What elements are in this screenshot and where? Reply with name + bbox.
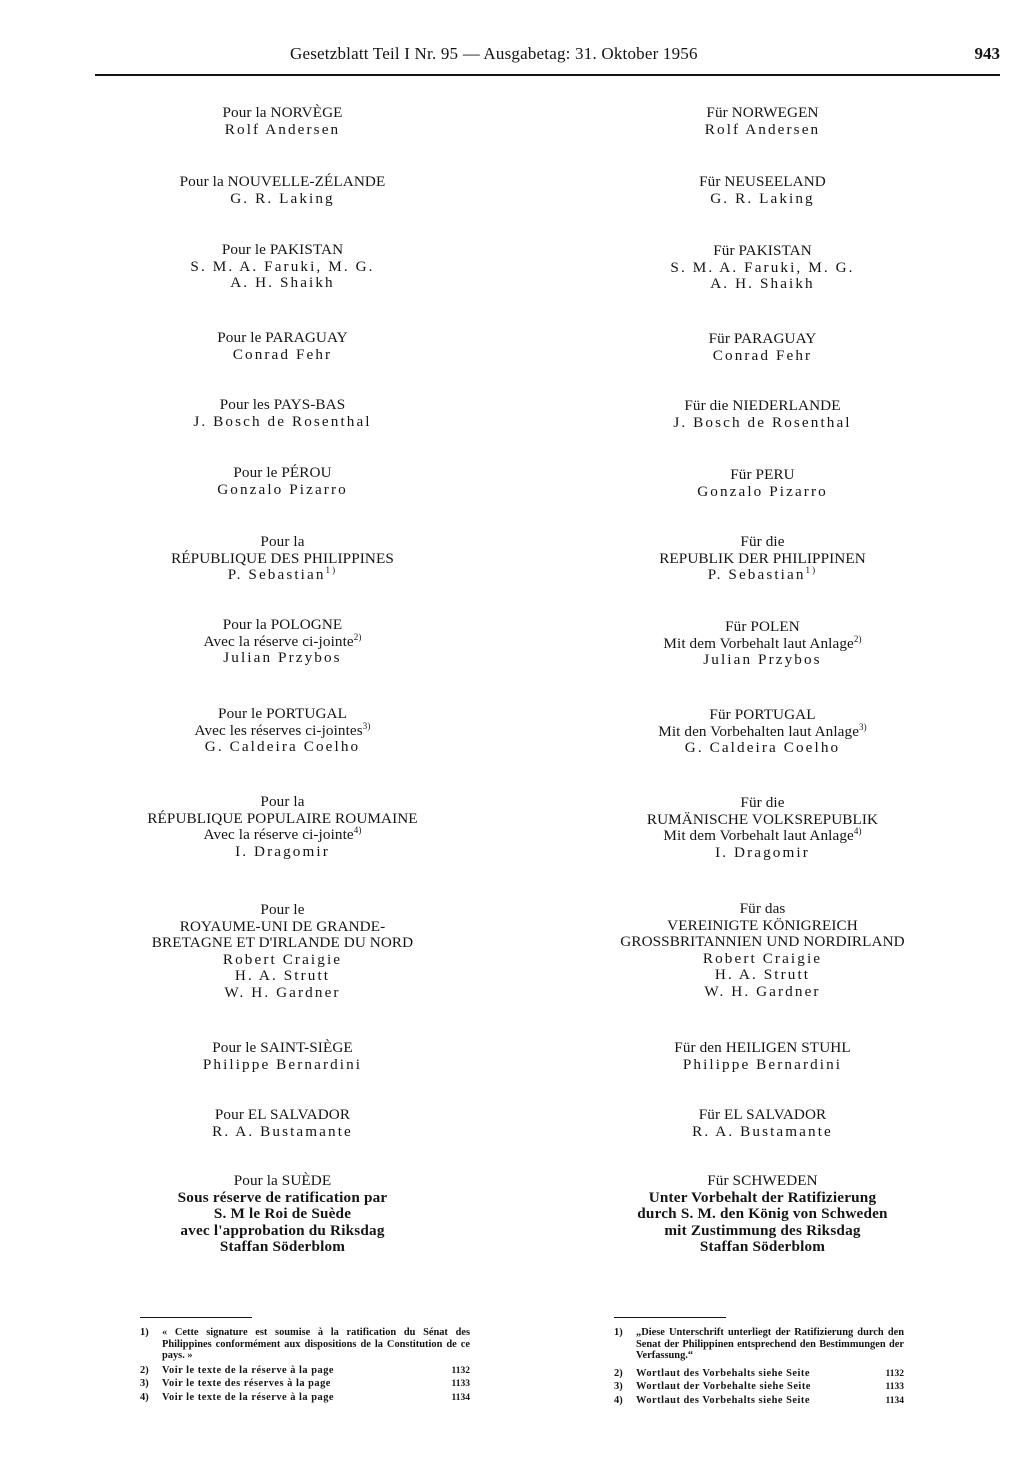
signature-block-philippines-fr [110, 534, 455, 584]
signatory-name: I. Dragomir [715, 843, 810, 861]
country-heading: Pour la NOUVELLE-ZÉLANDE [179, 173, 386, 190]
signatory-name: H. A. Strutt [714, 966, 811, 984]
footnote-ref: 1) [805, 565, 818, 576]
footnote-text: Voir le texte de la réserve à la page [162, 1391, 335, 1403]
ratification-note: durch S. M. den König von Schweden [637, 1205, 888, 1223]
signature-block-pakistan-de [580, 243, 945, 293]
signature-block-united-kingdom-fr [110, 902, 455, 1002]
signatory-name: Conrad Fehr [232, 345, 333, 363]
country-heading: Für die [740, 794, 785, 811]
footnote-marker: 4) [140, 1391, 149, 1403]
reservation-note: Avec la réserve ci-jointe$^{2)}$ [203, 631, 362, 650]
signature-block-norway-fr [110, 105, 455, 138]
country-heading: Für SCHWEDEN [707, 1172, 818, 1189]
ratification-note: S. M le Roi de Suède [213, 1205, 352, 1223]
footnote-page-ref: 1133 [451, 1379, 470, 1390]
footnote-4 [140, 1392, 470, 1405]
signature-block-paraguay-de [580, 331, 945, 364]
country-heading: RÉPUBLIQUE DES PHILIPPINES [171, 549, 394, 567]
country-heading: Pour le PARAGUAY [217, 329, 348, 346]
signatory-name: G. R. Laking [710, 189, 815, 207]
signatory-name: W. H. Gardner [224, 983, 341, 1001]
country-heading: Für PORTUGAL [709, 706, 816, 723]
signatory-name: G. Caldeira Coelho [684, 739, 841, 757]
footnote-marker: 3) [614, 1381, 623, 1393]
signatory-name: Philippe Bernardini [682, 1055, 843, 1073]
country-heading: Für die [740, 533, 785, 550]
footnote-ref: 4) [353, 825, 362, 836]
signature-block-portugal-de [580, 707, 945, 757]
footnote-marker: 3) [140, 1378, 149, 1390]
country-heading: Pour la NORVÈGE [222, 104, 343, 121]
footnote-marker: 1) [140, 1327, 149, 1338]
signatory-name: W. H. Gardner [704, 982, 821, 1000]
signatory-name: R. A. Bustamante [212, 1122, 353, 1140]
signature-block-new-zealand-de [580, 174, 945, 207]
reservation-note: Mit dem Vorbehalt laut Anlage$^{2)}$ [663, 633, 862, 652]
country-heading: Pour la [260, 793, 305, 810]
signature-block-romania-de [580, 795, 945, 861]
country-heading: ROYAUME-UNI DE GRANDE- [179, 917, 386, 935]
signatory-name: Rolf Andersen [704, 120, 821, 138]
signature-block-paraguay-fr [110, 330, 455, 363]
signature-block-pakistan-fr [110, 242, 455, 292]
country-heading: Pour le SAINT-SIÈGE [212, 1039, 353, 1056]
footnote-marker: 4) [614, 1394, 623, 1406]
signatory-name: G. Caldeira Coelho [204, 738, 361, 756]
signature-block-philippines-de [580, 534, 945, 584]
ratification-note: Sous réserve de ratification par [177, 1188, 388, 1206]
country-heading: Für POLEN [725, 618, 800, 635]
country-heading: Pour la [260, 533, 305, 550]
signature-block-portugal-fr [110, 706, 455, 756]
signatory-name: Gonzalo Pizarro [217, 480, 348, 498]
footnote-ref: 2) [353, 631, 362, 642]
country-heading: Für NORWEGEN [706, 104, 819, 121]
signatory-name: R. A. Bustamante [692, 1122, 833, 1140]
footnote-marker: 2) [140, 1364, 149, 1376]
footnote-rule-de [614, 1317, 726, 1318]
footnote-page-ref: 1132 [885, 1368, 904, 1379]
signatory-name: S. M. A. Faruki, M. G. [190, 257, 375, 275]
signatory-name: I. Dragomir [235, 842, 330, 860]
footnote-text: Voir le texte de la réserve à la page [162, 1364, 335, 1376]
signatory-name: Staffan Söderblom [699, 1238, 826, 1256]
header-rule [95, 74, 1000, 76]
footnote-ref: 3) [362, 720, 371, 731]
signature-block-el-salvador-fr [110, 1107, 455, 1140]
country-heading: Pour les PAYS-BAS [219, 396, 346, 413]
country-heading: Für PARAGUAY [708, 330, 817, 347]
country-heading: RUMÄNISCHE VOLKSREPUBLIK [646, 810, 879, 828]
signature-block-poland-fr [110, 617, 455, 667]
footnote-ref: 3) [859, 721, 867, 732]
reservation-note: Mit den Vorbehalten laut Anlage$^{3)}$ [658, 721, 867, 740]
signature-block-sweden-fr [110, 1173, 455, 1256]
footnote-page-ref: 1132 [451, 1365, 470, 1376]
footnote-text: Wortlaut des Vorbehalts siehe Seite [636, 1367, 810, 1379]
footnote-page-ref: 1134 [885, 1395, 904, 1406]
signature-block-netherlands-fr [110, 397, 455, 430]
signature-block-romania-fr [110, 794, 455, 860]
country-heading: Für den HEILIGEN STUHL [674, 1039, 851, 1056]
footnote-rule-fr [140, 1317, 252, 1318]
signatory-name: A. H. Shaikh [230, 274, 335, 292]
footnote-text: Wortlaut der Vorbehalte siehe Seite [636, 1381, 811, 1393]
country-heading: Pour la SUÈDE [233, 1172, 332, 1189]
reservation-note: Avec les réserves ci-jointes$^{3)}$ [194, 720, 371, 739]
signatory-name: Gonzalo Pizarro [697, 482, 828, 500]
footnote-ref: 4) [853, 826, 862, 837]
country-heading: Für die NIEDERLANDE [684, 397, 841, 414]
signatory-name: J. Bosch de Rosenthal [673, 413, 852, 431]
signatory-name: P. Sebastian$^{1)}$ [707, 565, 818, 584]
country-heading: REPUBLIK DER PHILIPPINEN [659, 549, 866, 567]
gazette-header-title: Gesetzblatt Teil I Nr. 95 — Ausgabetag: 31. Oktober 1956 [290, 44, 698, 63]
footnote-1 [614, 1327, 904, 1362]
signatory-name: P. Sebastian$^{1)}$ [227, 565, 338, 584]
signatory-name: Rolf Andersen [224, 120, 341, 138]
signature-block-united-kingdom-de [580, 901, 945, 1001]
ratification-note: Unter Vorbehalt der Ratifizierung [648, 1188, 877, 1206]
signatory-name: Robert Craigie [702, 949, 823, 967]
reservation-note: Mit dem Vorbehalt laut Anlage$^{4)}$ [663, 826, 862, 845]
page-number: 943 [974, 44, 1000, 63]
footnote-ref: 2) [853, 633, 862, 644]
signature-block-holy-see-fr [110, 1040, 455, 1073]
country-heading: Für PAKISTAN [713, 242, 812, 259]
signature-block-poland-de [580, 619, 945, 669]
reservation-note: Avec la réserve ci-jointe$^{4)}$ [203, 825, 362, 844]
footnote-4 [614, 1395, 904, 1408]
country-heading: Pour le PÉROU [233, 464, 332, 481]
country-heading: Für NEUSEELAND [699, 173, 826, 190]
signatory-name: Conrad Fehr [712, 346, 813, 364]
country-heading: Für EL SALVADOR [698, 1106, 827, 1123]
signature-block-peru-fr [110, 465, 455, 498]
country-heading: VEREINIGTE KÖNIGREICH [667, 916, 858, 934]
signatory-name: G. R. Laking [230, 189, 335, 207]
signature-block-netherlands-de [580, 398, 945, 431]
country-heading: GROSSBRITANNIEN UND NORDIRLAND [620, 933, 905, 951]
footnote-text: Voir le texte des réserves à la page [162, 1378, 331, 1390]
footnote-marker: 1) [614, 1327, 623, 1338]
signatory-name: A. H. Shaikh [710, 275, 815, 293]
ratification-note: mit Zustimmung des Riksdag [664, 1221, 861, 1239]
signatory-name: Staffan Söderblom [219, 1238, 346, 1256]
country-heading: Pour la POLOGNE [222, 616, 343, 633]
signatory-name: Julian Przybos [703, 651, 822, 669]
signatory-name: S. M. A. Faruki, M. G. [670, 258, 855, 276]
country-heading: Pour le PORTUGAL [218, 705, 347, 722]
footnote-2 [614, 1368, 904, 1381]
signature-block-peru-de [580, 467, 945, 500]
footnote-text: „Diese Unterschrift unterliegt der Ratifizierung durch den Senat der Philippinen entsprechend den Bestimmungen der Verfassung.“ [636, 1327, 904, 1362]
footnote-3 [140, 1378, 470, 1391]
signature-block-norway-de [580, 105, 945, 138]
footnote-text: Wortlaut des Vorbehalts siehe Seite [636, 1394, 810, 1406]
footnote-3 [614, 1381, 904, 1394]
signature-block-new-zealand-fr [110, 174, 455, 207]
footnote-1 [140, 1327, 470, 1362]
footnote-page-ref: 1134 [451, 1392, 470, 1403]
footnote-marker: 2) [614, 1367, 623, 1379]
ratification-note: avec l'approbation du Riksdag [180, 1221, 385, 1239]
signatory-name: Philippe Bernardini [202, 1055, 363, 1073]
signatory-name: Robert Craigie [222, 950, 343, 968]
signatory-name: Julian Przybos [223, 649, 342, 667]
signature-block-sweden-de [580, 1173, 945, 1256]
footnotes-french [140, 1327, 470, 1406]
footnote-page-ref: 1133 [885, 1382, 904, 1393]
country-heading: Pour le [260, 901, 305, 918]
footnote-2 [140, 1365, 470, 1378]
footnote-ref: 1) [325, 565, 338, 576]
country-heading: BRETAGNE ET D'IRLANDE DU NORD [151, 934, 414, 952]
country-heading: Pour EL SALVADOR [214, 1106, 351, 1123]
signatory-name: J. Bosch de Rosenthal [193, 412, 372, 430]
signatory-name: H. A. Strutt [234, 967, 331, 985]
footnotes-german [614, 1327, 904, 1409]
page-header [95, 44, 1000, 74]
country-heading: Für das [739, 900, 786, 917]
signature-block-holy-see-de [580, 1040, 945, 1073]
country-heading: RÉPUBLIQUE POPULAIRE ROUMAINE [147, 809, 418, 827]
country-heading: Für PERU [730, 466, 795, 483]
footnote-text: « Cette signature est soumise à la ratification du Sénat des Philippines conformément aux dispositions de la Constitution de ce pays. » [162, 1327, 470, 1362]
signature-block-el-salvador-de [580, 1107, 945, 1140]
country-heading: Pour le PAKISTAN [221, 241, 344, 258]
